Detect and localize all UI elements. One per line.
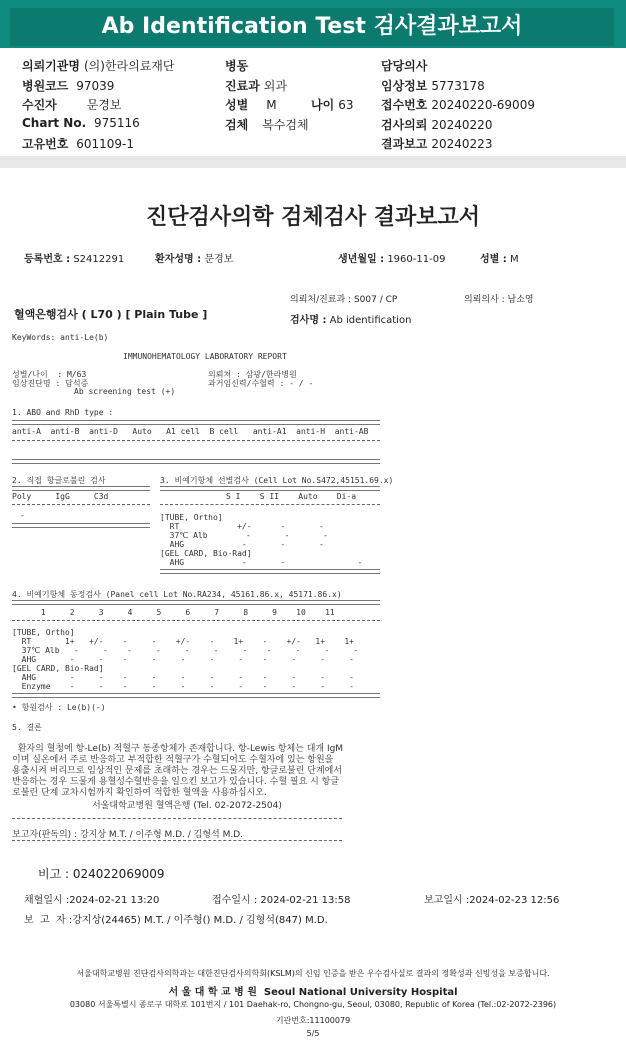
department: 의뢰처/진료과 : S007 / CP <box>290 295 398 305</box>
info-clinical: 임상정보 5773178 <box>381 79 485 93</box>
lab-report-page <box>0 168 626 1064</box>
lab-report-heading: IMMUNOHEMATOLOGY LABORATORY REPORT <box>123 352 287 361</box>
info-unique-no: 고유번호 601109-1 <box>22 137 134 151</box>
divider <box>12 486 150 491</box>
conclusion-line: 로불린 단계 교차시험까지 확인하여 적합한 혈액을 사용하십시오. <box>12 788 267 798</box>
keywords: KeyWords: anti-Le(b) <box>12 333 109 342</box>
institution-code: 기관번호:11100079 <box>275 1016 351 1025</box>
info-hospital-code: 병원코드 97039 <box>22 79 115 93</box>
hospital-address: 03080 서울특별시 종로구 대학로 101번지 / 101 Daehak-ro, Chongno-gu, Seoul, 03080, Republic of Korea (Tel.:02-2072-2396) <box>69 1000 557 1009</box>
report-header <box>0 0 626 48</box>
info-ward: 병동 <box>225 59 249 73</box>
receive-time: 접수일시 : 2024-02-21 13:58 <box>212 895 351 906</box>
info-receipt-no: 접수번호 20240220-69009 <box>381 98 535 112</box>
info-institution: 의뢰기관명 (의)한라의료재단 <box>22 59 175 73</box>
divider <box>12 818 342 819</box>
patient-info-panel <box>0 48 626 156</box>
panel-row: [GEL CARD, Bio-Rad] <box>12 664 104 673</box>
conclusion-line: 반응하는 경우 드물게 용혈성수혈반응을 일으킨 보고가 있습니다. 수혈 필요 시 항글 <box>12 777 340 787</box>
certification: 서울대학교병원 진단검사의학과는 대한진단검사의학회(KSLM)의 신임 인증을 받은 우수검사실로 결과의 정확성과 신빙성을 보증합니다. <box>76 969 550 978</box>
screening-note: Ab screening test (+) <box>74 387 176 396</box>
divider <box>160 569 380 574</box>
panel-row: AHG - - - - - - - - - - - <box>12 673 354 682</box>
test-title: 혈액은행검사 ( L70 ) [ Plain Tube ] <box>14 308 208 321</box>
panel-row: [TUBE, Ortho] <box>12 628 75 637</box>
info-sex: 성별 M <box>225 98 277 112</box>
reg-number: 등록번호 : S2412291 <box>24 254 125 265</box>
info-chart-no: Chart No. 975116 <box>22 116 140 130</box>
divider <box>12 459 380 464</box>
conclusion-line: 이며 실온에서 주로 반응하고 부적합한 적혈구가 수혈되어도 수혈자에 있는 항원을 <box>12 755 334 765</box>
info-age: 나이 63 <box>311 98 354 112</box>
doctor: 의뢰의사 : 남소영 <box>464 295 534 305</box>
section-screening: 3. 비예기항체 선별검사 (Cell Lot No.S472,45151.69.x) <box>160 476 394 485</box>
report-title: Ab Identification Test 검사결과보고서 <box>10 8 614 46</box>
info-patient: 수진자 문경보 <box>22 98 122 112</box>
diagnosis: 임상진단명 : 담석증 <box>12 379 89 388</box>
panel-row: RT 1+ +/- - - +/- - 1+ - +/- 1+ 1+ <box>12 637 354 646</box>
conclusion-line: 환자의 혈청에 항-Le(b) 적혈구 동종항체가 존재합니다. 항-Lewis 항체는 대개 IgM <box>12 744 344 754</box>
section-conclusion: 5. 결론 <box>12 723 42 732</box>
reporters: 보 고 자 :강지상(24465) M.T. / 이주형() M.D. / 김형석(847) M.D. <box>24 915 328 926</box>
sex-age: 성별/나이 : M/63 <box>12 370 87 379</box>
panel-row: 37℃ Alb - - - - - - - - - - - <box>12 646 359 655</box>
divider <box>12 600 380 605</box>
bloodbank-contact: 서울대학교병원 혈액은행 (Tel. 02-2072-2504) <box>92 801 282 811</box>
patient-name: 환자성명 : 문경보 <box>155 254 234 265</box>
divider <box>12 504 150 505</box>
report-time: 보고일시 :2024-02-23 12:56 <box>424 895 560 906</box>
note: 비고 : 024022069009 <box>38 867 165 881</box>
divider <box>12 840 342 841</box>
info-specimen: 검체 복수검체 <box>225 118 309 132</box>
panel-row: AHG - - - - - - - - - - - <box>12 655 354 664</box>
referral: 의뢰처 : 삼광/한라병원 <box>208 370 297 379</box>
divider <box>12 693 380 698</box>
section-panel: 4. 비예기항체 동정검사 (Panel cell Lot No.RA234, 45161.86.x, 45171.86.x) <box>12 590 342 599</box>
dat-header: Poly IgG C3d <box>12 492 109 501</box>
scr-row: 37℃ Alb - - - <box>160 531 328 540</box>
sex: 성별 : M <box>480 254 519 265</box>
section-abo: 1. ABO and RhD type : <box>12 408 114 417</box>
scr-row: [TUBE, Ortho] <box>160 513 223 522</box>
info-department: 진료과 외과 <box>225 79 287 93</box>
info-attending: 담당의사 <box>381 59 428 73</box>
info-request-date: 검사의뢰 20240220 <box>381 118 493 132</box>
conclusion-line: 용출시켜 버리므로 임상적인 문제를 초래하는 경우는 드물지만, 항글로불린 단계에서 <box>12 766 343 776</box>
dat-value: - <box>20 511 25 520</box>
lab-report-title: 진단검사의학 검체검사 결과보고서 <box>145 205 481 230</box>
panel-row: Enzyme - - - - - - - - - - - <box>12 682 354 691</box>
page-separator <box>0 156 626 168</box>
scr-row: AHG - - - <box>160 558 363 567</box>
scr-row: RT +/- - - <box>160 522 324 531</box>
divider <box>12 620 380 621</box>
divider <box>12 523 150 528</box>
scr-row: [GEL CARD, Bio-Rad] <box>160 549 252 558</box>
screening-header: S I S II Auto Di-a <box>226 492 357 501</box>
collect-time: 채혈일시 :2024-02-21 13:20 <box>24 895 160 906</box>
scr-row: AHG - - - <box>160 540 324 549</box>
reporter: 보고자(판독의) : 강지상 M.T. / 이주형 M.D. / 김형석 M.D. <box>12 830 244 840</box>
panel-header: 1 2 3 4 5 6 7 8 9 10 11 <box>12 608 335 617</box>
test-name: 검사명 : Ab identification <box>290 315 412 326</box>
divider <box>160 504 380 505</box>
antigen-test: • 항원검사 : Le(b)(-) <box>12 703 106 712</box>
birth-date: 생년월일 : 1960-11-09 <box>338 254 446 265</box>
section-dat: 2. 직접 항글로불린 검사 <box>12 476 106 485</box>
history: 과거임신력/수혈력 : - / - <box>208 379 314 388</box>
divider <box>160 486 380 491</box>
divider <box>12 420 380 425</box>
page-number: 5/5 <box>306 1029 320 1038</box>
divider <box>12 440 380 441</box>
hospital-name: 서 울 대 학 교 병 원 Seoul National University Hospital <box>168 987 458 998</box>
abo-header: anti-A anti-B anti-D Auto A1 cell B cell anti-A1 anti-H anti-AB <box>12 427 369 436</box>
info-report-date: 결과보고 20240223 <box>381 137 493 151</box>
